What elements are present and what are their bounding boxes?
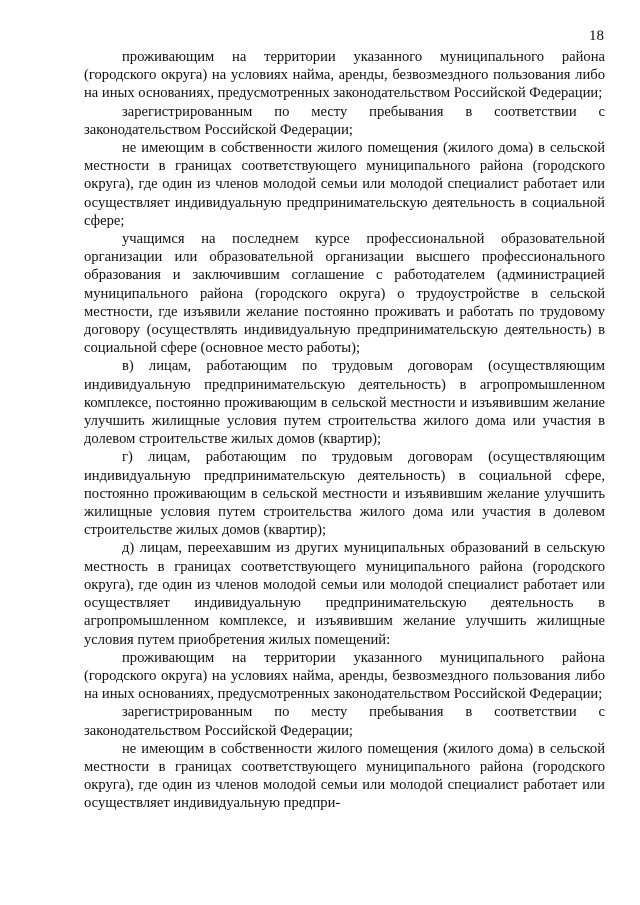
paragraph: не имеющим в собственности жилого помещения (жилого дома) в сельской местности в границах соответствующего муниципального района (городского округа), где один из членов молодой семьи или молодой специалист работает или осуществляет индивидуальную предпринимательскую деятельность в социальной сфере; <box>84 140 605 229</box>
paragraph: учащимся на последнем курсе профессиональной образовательной организации или образовательной организации высшего профессионального образования и заключившим соглашение с работодателем (администрацией муниципального района (городского округа) о трудоустройстве в сельской местности, где изъявили желание постоянно проживать и работать по трудовому договору (осуществлять индивидуальную предпринимательскую деятельность) в социальной сфере (основное место работы); <box>84 231 605 357</box>
paragraph: в) лицам, работающим по трудовым договорам (осуществляющим индивидуальную предпринимательскую деятельность) в агропромышленном комплексе, постоянно проживающим в сельской местности и изъявившим желание улучшить жилищные условия путем строительства жилого дома или участия в долевом строительстве жилых домов (квартир); <box>84 358 605 448</box>
paragraph: д) лицам, переехавшим из других муниципальных образований в сельскую местность в границах соответствующего муниципального района (городского округа), где один из членов молодой семьи или молодой специалист работает или осуществляет индивидуальную предпринимательскую деятельность в агропромышленном комплексе, и изъявившим желание улучшить жилищные условия путем приобретения жилых помещений: <box>84 540 605 648</box>
paragraph: г) лицам, работающим по трудовым договорам (осуществляющим индивидуальную предпринимательскую деятельность) в социальной сфере, постоянно проживающим в сельской местности и изъявившим желание улучшить жилищные условия путем строительства жилого дома или участия в долевом строительстве жилых домов (квартир); <box>84 449 605 539</box>
paragraph: проживающим на территории указанного муниципального района (городского округа) на условиях найма, аренды, безвозмездного пользования либо на иных основаниях, предусмотренных законодательством Российской Федерации; <box>84 649 605 703</box>
document-body <box>84 48 605 813</box>
paragraph: проживающим на территории указанного муниципального района (городского округа) на условиях найма, аренды, безвозмездного пользования либо на иных основаниях, предусмотренных законодательством Российской Федерации; <box>84 49 605 102</box>
paragraph: зарегистрированным по месту пребывания в соответствии с законодательством Российской Федерации; <box>84 704 605 739</box>
page-number: 18 <box>589 28 604 44</box>
paragraph: зарегистрированным по месту пребывания в соответствии с законодательством Российской Федерации; <box>84 103 605 138</box>
paragraph: не имеющим в собственности жилого помещения (жилого дома) в сельской местности в границах соответствующего муниципального района (городского округа), где один из членов молодой семьи или молодой специалист работает или осуществляет индивидуальную предпри- <box>84 740 605 812</box>
